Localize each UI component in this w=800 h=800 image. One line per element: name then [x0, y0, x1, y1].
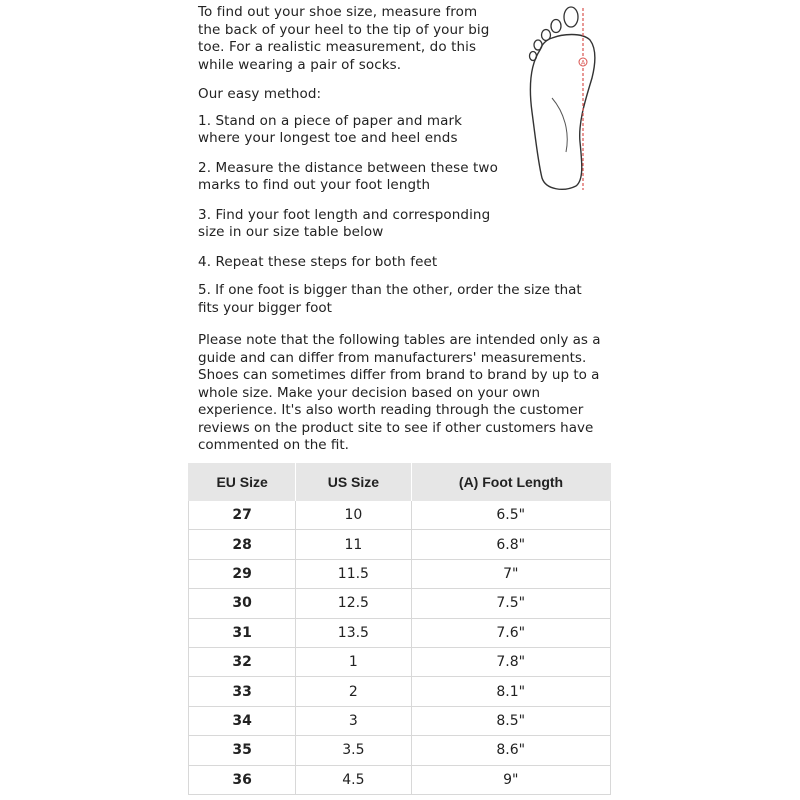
foot-length-cell: 8.1": [411, 677, 610, 706]
foot-length-cell: 7.8": [411, 647, 610, 676]
step-2: 2. Measure the distance between these two marks to find out your foot length: [198, 159, 498, 193]
foot-length-cell: 7": [411, 559, 610, 588]
table-row: [189, 706, 611, 735]
foot-length-cell: 9": [411, 765, 610, 794]
foot-length-cell: 8.5": [411, 706, 610, 735]
header-foot-length: (A) Foot Length: [411, 463, 610, 501]
size-table: [188, 463, 611, 795]
table-row: [189, 736, 611, 765]
table-row: [189, 677, 611, 706]
eu-size-cell: 33: [189, 677, 296, 706]
step-1: 1. Stand on a piece of paper and mark where your longest toe and heel ends: [198, 112, 463, 146]
foot-length-cell: 6.5": [411, 501, 610, 530]
eu-size-cell: 32: [189, 647, 296, 676]
note-block: [198, 332, 603, 455]
us-size-cell: 13.5: [296, 618, 411, 647]
step-5: 5. If one foot is bigger than the other, order the size that fits your bigger foot: [198, 282, 582, 316]
eu-size-cell: 34: [189, 706, 296, 735]
eu-size-cell: 28: [189, 530, 296, 559]
table-row: [189, 589, 611, 618]
us-size-cell: 4.5: [296, 765, 411, 794]
us-size-cell: 3: [296, 706, 411, 735]
us-size-cell: 3.5: [296, 736, 411, 765]
us-size-cell: 11: [296, 530, 411, 559]
eu-size-cell: 36: [189, 765, 296, 794]
disclaimer-note: Please note that the following tables are intended only as a guide and can differ from manufacturers' measurements. Shoes can sometimes differ from brand to brand by up to a whole size. Make your decision based on your own experience. It's also worth reading through the customer reviews on the product site to see if other customers have commented on the fit.: [198, 332, 601, 453]
intro-paragraph: To find out your shoe size, measure from the back of your heel to the tip of your big toe. For a realistic measurement, do this while wearing a pair of socks.: [198, 4, 490, 73]
table-row: [189, 765, 611, 794]
foot-length-cell: 7.6": [411, 618, 610, 647]
header-eu-size: EU Size: [189, 463, 296, 501]
table-header-row: [189, 463, 611, 501]
step-3: 3. Find your foot length and corresponding size in our size table below: [198, 206, 491, 240]
marker-a-label: A: [580, 59, 586, 67]
us-size-cell: 2: [296, 677, 411, 706]
foot-length-cell: 8.6": [411, 736, 610, 765]
table-row: [189, 501, 611, 530]
eu-size-cell: 31: [189, 618, 296, 647]
table-row: [189, 559, 611, 588]
us-size-cell: 11.5: [296, 559, 411, 588]
step-4: 4. Repeat these steps for both feet: [198, 253, 438, 270]
table-row: [189, 647, 611, 676]
us-size-cell: 10: [296, 501, 411, 530]
eu-size-cell: 35: [189, 736, 296, 765]
foot-length-cell: 6.8": [411, 530, 610, 559]
method-heading: Our easy method:: [198, 86, 322, 102]
eu-size-cell: 27: [189, 501, 296, 530]
us-size-cell: 12.5: [296, 589, 411, 618]
table-row: [189, 530, 611, 559]
foot-length-cell: 7.5": [411, 589, 610, 618]
us-size-cell: 1: [296, 647, 411, 676]
instructions: [198, 4, 498, 283]
eu-size-cell: 29: [189, 559, 296, 588]
eu-size-cell: 30: [189, 589, 296, 618]
foot-outline-icon: [512, 2, 622, 194]
table-row: [189, 618, 611, 647]
header-us-size: US Size: [296, 463, 411, 501]
step-5-block: [198, 282, 603, 317]
